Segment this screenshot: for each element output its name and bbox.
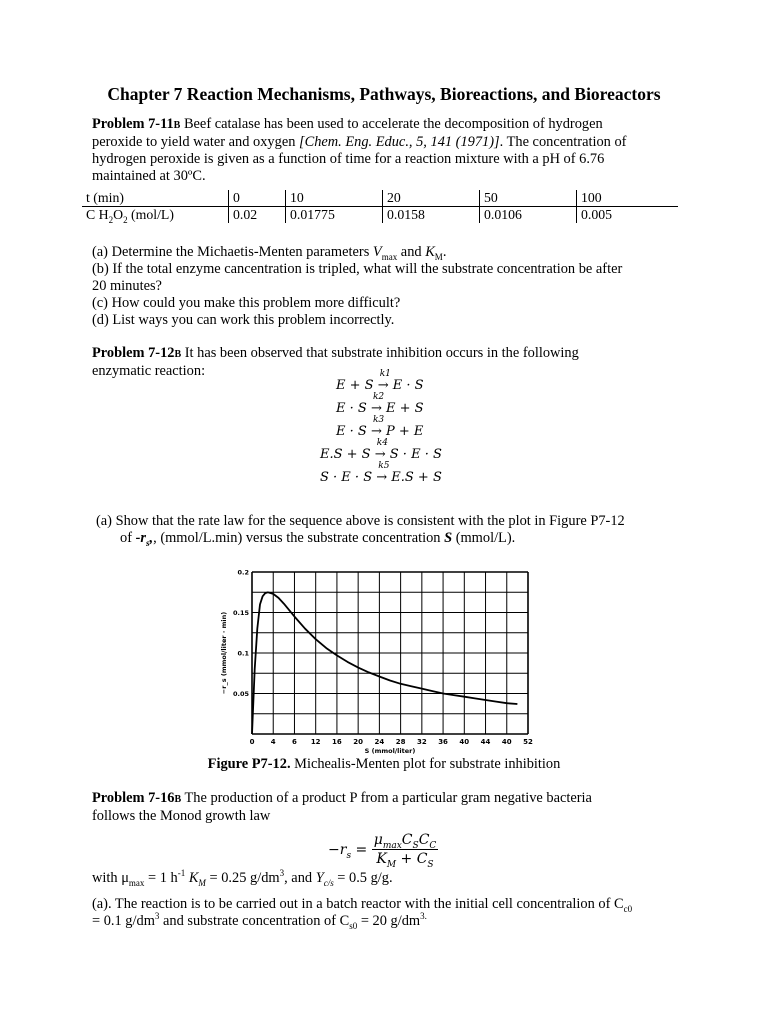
reaction-3: E · S k3 → P + E: [336, 415, 424, 439]
table-cell: C $H_2O_2$ (mol/L): [86, 207, 174, 225]
table-cell: 10: [286, 190, 383, 207]
y-tick-label: 0.15: [232, 609, 249, 617]
x-tick-label: 28: [395, 738, 406, 746]
problem-7-11-text: Problem 7-11B Beef catalase has been used to accelerate the decomposition of hydrogen peroxide to yield water and oxygen [Chem. Eng. Educ., 5, 141 (1971)]. The concentration of hydrogen peroxide is given as a function of time for a reaction mixture with a pH of 6.76 maintained at 30ºC.: [92, 116, 627, 184]
x-tick-label: 16: [332, 738, 342, 746]
table-cell: 50: [480, 190, 577, 207]
y-tick-label: 0.1: [237, 649, 249, 658]
substrate-inhibition-chart: [210, 562, 540, 756]
x-tick-label: 20: [353, 738, 364, 746]
table-row: [82, 190, 678, 207]
x-tick-label: 24: [374, 738, 385, 746]
problem-7-16-text: Problem 7-16B The production of a product P from a particular gram negative bacteria follows the Monod growth law: [92, 790, 592, 824]
table-cell: 100: [577, 190, 679, 207]
table-cell: 0.005: [577, 207, 679, 224]
x-tick-label: 40: [459, 738, 470, 746]
problem-7-16-question: (a). The reaction is to be carried out in a batch reactor with the initial cell concentralion of $C_{c0}$ = 0.1 $g/dm^3$ and substrate concentration of $C_{s0} = 20$ $g/dm^{3.}$: [92, 896, 633, 931]
page-title: Chapter 7 Reaction Mechanisms, Pathways, Bioreactions, and Bioreactors: [107, 84, 661, 104]
monod-equation: $-r_s$ = $\frac{\mu_{max}C_SC_C}{K_M + C_S}$: [328, 832, 437, 870]
concentration-table: [82, 190, 678, 223]
problem-7-16-label: Problem 7-16B: [92, 790, 182, 806]
problem-7-12-label: Problem 7-12B: [92, 345, 182, 361]
citation: [Chem. Eng. Educ., 5, 141 (1971)]: [299, 134, 500, 150]
reaction-2: E · S k2 → E + S: [336, 392, 424, 416]
table-cell: 20: [383, 190, 480, 207]
reaction-1: E + S k1 → E · S: [336, 369, 424, 393]
y-tick-label: 0.05: [232, 690, 249, 698]
x-tick-label: 36: [438, 738, 448, 746]
table-cell: 0: [229, 190, 286, 207]
problem-7-12-question: (a) Show that the rate law for the sequence above is consistent with the plot in Figure P7-12 of $-r_s$,, (mmol/L.min) versus the substrate concentration S (mmol/L).: [96, 513, 625, 548]
table-cell: t (min): [82, 190, 229, 207]
reaction-4: E.S + S k4 → S · E · S: [320, 438, 442, 462]
figure-caption: Figure P7-12. Michealis-Menten plot for substrate inhibition: [207, 756, 561, 772]
y-tick-label: 0.2: [237, 568, 249, 577]
series-line: [252, 592, 517, 734]
table-cell: 0.01775: [286, 207, 383, 224]
x-tick-label: 12: [310, 738, 321, 746]
x-tick-label: 32: [416, 738, 427, 746]
x-axis-label: S (mmol/liter): [364, 747, 416, 755]
table-cell: 0.0158: [383, 207, 480, 224]
table-cell: 0.0106: [480, 207, 577, 224]
x-tick-label: 52: [523, 738, 533, 746]
reaction-5: S · E · S k5 → E.S + S: [320, 461, 442, 485]
x-tick-label: 40: [501, 738, 512, 746]
x-tick-label: 44: [480, 738, 491, 746]
problem-7-12-text: Problem 7-12B It has been observed that substrate inhibition occurs in the following enzymatic reaction:: [92, 345, 579, 379]
parameter-values: with $\mu_{max} = 1$ $h^{-1}$ $K_M = 0.25$ $g/dm^3$, and $Y_{c/s} = 0.5$ g/g.: [92, 868, 393, 888]
x-tick-label: 0: [249, 738, 255, 746]
problem-7-11-questions: (a) Determine the Michaetis-Menten parameters $V_{max}$ and $K_M$. (b) If the total enzyme cancentration is tripled, what will the substrate concentration be after 20 minutes? (c) How could you make this problem more difficult? (d) List ways you can work this problem incorrectly.: [92, 244, 623, 328]
table-cell: 0.02: [229, 207, 286, 224]
y-axis-label: −r_s (mmol/liter · min): [220, 611, 228, 695]
x-tick-label: 6: [292, 738, 297, 746]
table-row: [82, 207, 678, 224]
x-tick-label: 4: [270, 738, 276, 746]
problem-7-11-label: Problem 7-11B: [92, 116, 181, 132]
